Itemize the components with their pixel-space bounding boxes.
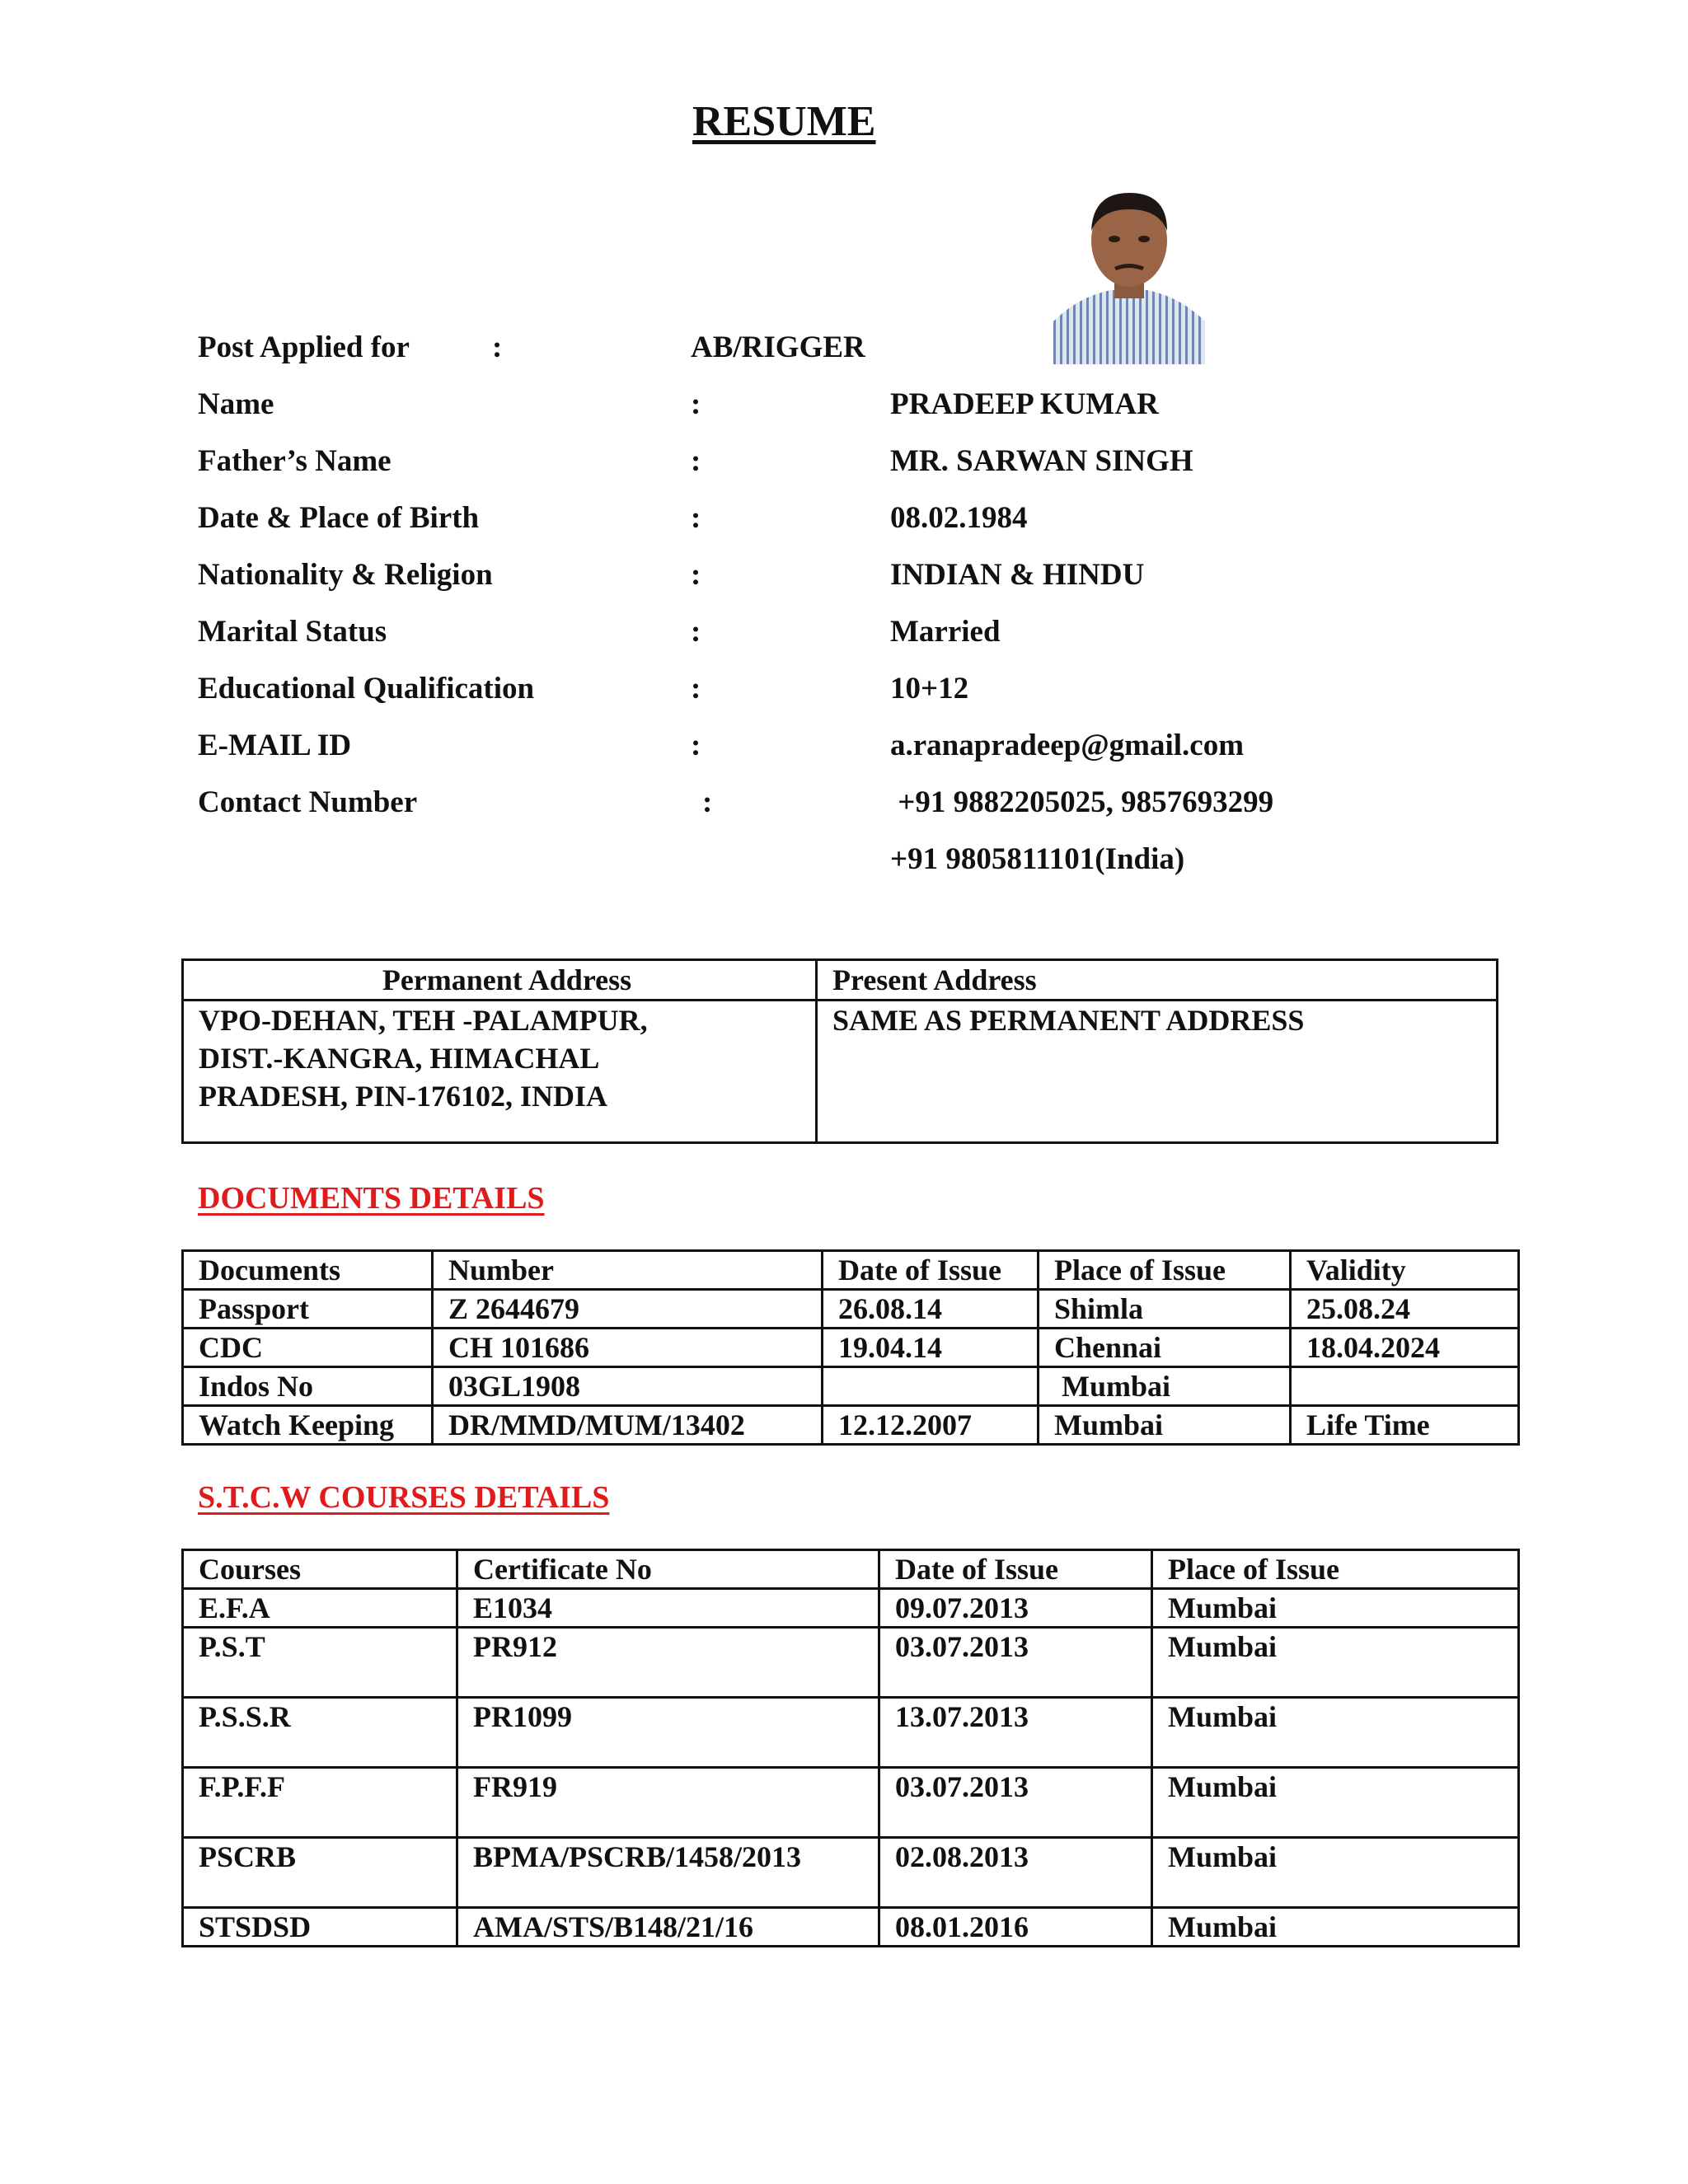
table-cell: AMA/STS/B148/21/16: [457, 1908, 879, 1947]
table-cell: BPMA/PSCRB/1458/2013: [457, 1838, 879, 1908]
info-colon: :: [691, 501, 701, 535]
info-value: AB/RIGGER: [691, 330, 865, 364]
table-cell: 03.07.2013: [879, 1768, 1152, 1838]
info-value: MR. SARWAN SINGH: [890, 444, 1193, 478]
table-cell: 26.08.14: [823, 1290, 1039, 1329]
table-cell: Mumbai: [1152, 1768, 1519, 1838]
table-cell: PSCRB: [183, 1838, 457, 1908]
personal-info: [198, 330, 1352, 898]
table-cell: Indos No: [183, 1367, 433, 1406]
table-header-cell: Place of Issue: [1039, 1251, 1291, 1290]
table-cell: E.F.A: [183, 1589, 457, 1628]
table-header-cell: Courses: [183, 1550, 457, 1589]
documents-heading: DOCUMENTS DETAILS: [198, 1181, 545, 1216]
table-cell: [1291, 1367, 1519, 1406]
info-colon: :: [691, 558, 701, 592]
table-row: [183, 1628, 1519, 1698]
info-row-email: [198, 728, 1352, 785]
info-value: +91 9805811101(India): [890, 842, 1185, 876]
info-label: Post Applied for: [198, 330, 410, 364]
info-value: 08.02.1984: [890, 501, 1028, 535]
info-value: 10+12: [890, 672, 969, 705]
table-cell: 09.07.2013: [879, 1589, 1152, 1628]
stcw-heading: S.T.C.W COURSES DETAILS: [198, 1480, 610, 1515]
table-cell: Life Time: [1291, 1406, 1519, 1445]
table-cell: [823, 1367, 1039, 1406]
info-value: a.ranapradeep@gmail.com: [890, 729, 1245, 762]
table-row: [183, 1838, 1519, 1908]
table-cell: PR1099: [457, 1698, 879, 1768]
table-header-cell: Place of Issue: [1152, 1550, 1519, 1589]
table-row: [183, 1698, 1519, 1768]
info-row-post: [198, 330, 1352, 387]
address-header-row: [183, 960, 1498, 1001]
info-colon: :: [702, 785, 713, 819]
stcw-table: [181, 1549, 1520, 1947]
info-row-birth: [198, 500, 1352, 557]
info-colon: :: [492, 330, 503, 364]
table-cell: Mumbai: [1152, 1838, 1519, 1908]
table-cell: Mumbai: [1152, 1908, 1519, 1947]
table-cell: CH 101686: [433, 1329, 823, 1367]
table-cell: 18.04.2024: [1291, 1329, 1519, 1367]
info-value: Married: [890, 615, 1001, 649]
table-cell: STSDSD: [183, 1908, 457, 1947]
info-colon: :: [691, 444, 701, 478]
table-cell: P.S.S.R: [183, 1698, 457, 1768]
info-row-nationality: [198, 557, 1352, 614]
table-cell: 12.12.2007: [823, 1406, 1039, 1445]
table-cell: PR912: [457, 1628, 879, 1698]
table-header-cell: Number: [433, 1251, 823, 1290]
present-address-cell: SAME AS PERMANENT ADDRESS: [817, 1001, 1498, 1143]
address-row: [183, 1001, 1498, 1143]
table-header-cell: Date of Issue: [879, 1550, 1152, 1589]
table-row: [183, 1406, 1519, 1445]
page-title: RESUME: [692, 98, 876, 145]
table-cell: DR/MMD/MUM/13402: [433, 1406, 823, 1445]
table-header-cell: Date of Issue: [823, 1251, 1039, 1290]
permanent-address-cell: [183, 1001, 817, 1143]
table-header-row: [183, 1251, 1519, 1290]
info-value: PRADEEP KUMAR: [890, 387, 1159, 421]
table-row: [183, 1908, 1519, 1947]
table-cell: Mumbai: [1039, 1367, 1291, 1406]
info-row-marital: [198, 614, 1352, 671]
table-header-cell: Documents: [183, 1251, 433, 1290]
info-row-name: [198, 387, 1352, 443]
info-row-contact-2: [198, 841, 1352, 898]
table-row: [183, 1367, 1519, 1406]
info-row-contact: [198, 785, 1352, 841]
info-label: Date & Place of Birth: [198, 501, 480, 535]
info-label: Nationality & Religion: [198, 558, 493, 592]
info-label: Contact Number: [198, 785, 418, 819]
permanent-address-line: DIST.-KANGRA, HIMACHAL: [199, 1042, 600, 1075]
permanent-address-header: Permanent Address: [183, 960, 817, 1001]
address-table: [181, 958, 1498, 1144]
table-row: [183, 1768, 1519, 1838]
table-row: [183, 1329, 1519, 1367]
info-colon: :: [691, 387, 701, 421]
table-cell: P.S.T: [183, 1628, 457, 1698]
info-row-father: [198, 443, 1352, 500]
table-cell: Shimla: [1039, 1290, 1291, 1329]
info-label: E-MAIL ID: [198, 729, 352, 762]
table-cell: 02.08.2013: [879, 1838, 1152, 1908]
info-label: Name: [198, 387, 274, 421]
table-header-row: [183, 1550, 1519, 1589]
table-cell: Mumbai: [1152, 1589, 1519, 1628]
table-cell: 03.07.2013: [879, 1628, 1152, 1698]
info-label: Educational Qualification: [198, 672, 535, 705]
table-cell: F.P.F.F: [183, 1768, 457, 1838]
table-header-cell: Certificate No: [457, 1550, 879, 1589]
table-cell: Mumbai: [1152, 1698, 1519, 1768]
info-value: INDIAN & HINDU: [890, 558, 1145, 592]
table-header-cell: Validity: [1291, 1251, 1519, 1290]
table-cell: Z 2644679: [433, 1290, 823, 1329]
permanent-address-line: VPO-DEHAN, TEH -PALAMPUR,: [199, 1004, 648, 1037]
table-cell: Watch Keeping: [183, 1406, 433, 1445]
table-cell: 08.01.2016: [879, 1908, 1152, 1947]
table-cell: Chennai: [1039, 1329, 1291, 1367]
table-row: [183, 1290, 1519, 1329]
present-address-header: Present Address: [817, 960, 1498, 1001]
table-cell: Passport: [183, 1290, 433, 1329]
table-row: [183, 1589, 1519, 1628]
table-cell: 03GL1908: [433, 1367, 823, 1406]
table-cell: E1034: [457, 1589, 879, 1628]
table-cell: 25.08.24: [1291, 1290, 1519, 1329]
documents-table: [181, 1249, 1520, 1446]
permanent-address-line: PRADESH, PIN-176102, INDIA: [199, 1080, 608, 1113]
table-cell: Mumbai: [1152, 1628, 1519, 1698]
info-colon: :: [691, 672, 701, 705]
table-cell: 13.07.2013: [879, 1698, 1152, 1768]
info-colon: :: [691, 615, 701, 649]
table-cell: CDC: [183, 1329, 433, 1367]
table-cell: Mumbai: [1039, 1406, 1291, 1445]
info-value: +91 9882205025, 9857693299: [890, 785, 1274, 819]
info-label: Father’s Name: [198, 444, 392, 478]
table-cell: 19.04.14: [823, 1329, 1039, 1367]
info-row-education: [198, 671, 1352, 728]
info-label: Marital Status: [198, 615, 387, 649]
table-cell: FR919: [457, 1768, 879, 1838]
info-colon: :: [691, 729, 701, 762]
